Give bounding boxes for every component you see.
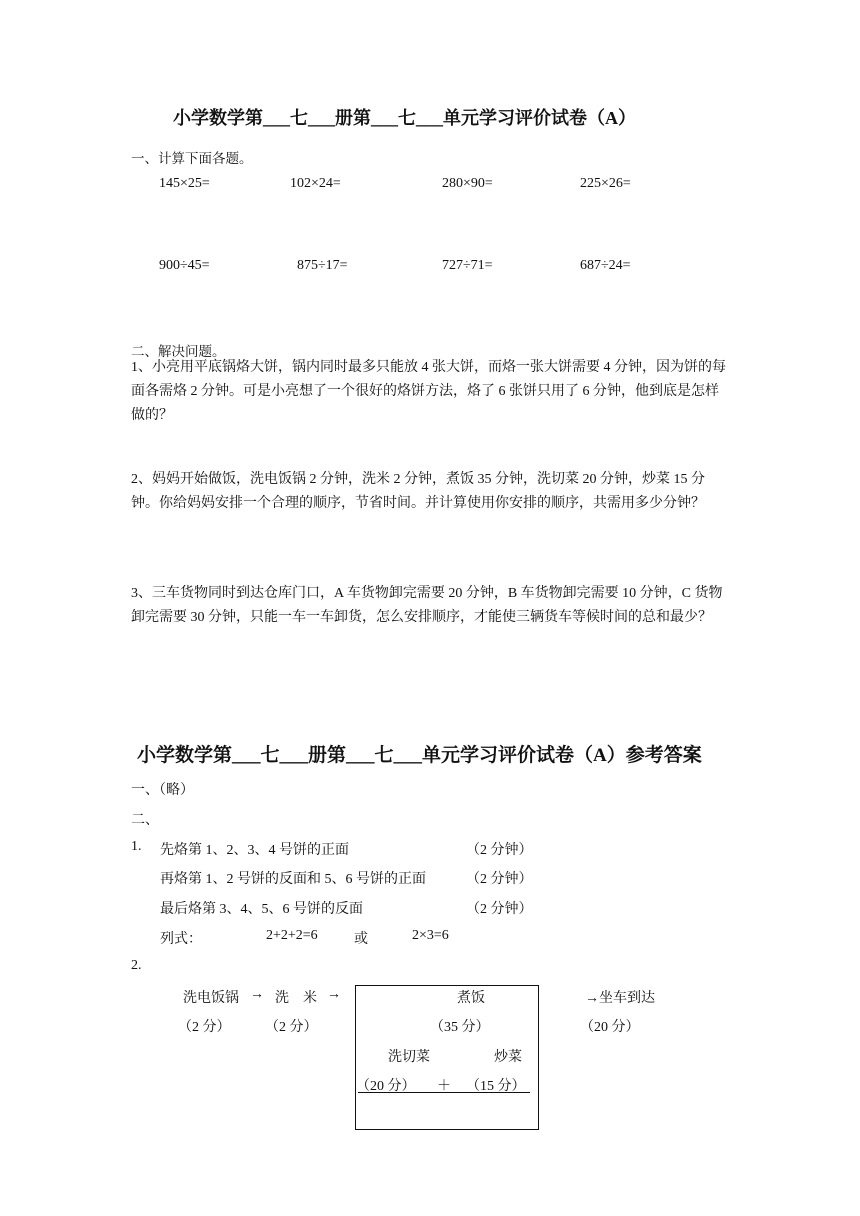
section1-heading: 一、计算下面各题。 <box>131 151 253 166</box>
answer1-step-time: （2 分钟） <box>466 902 533 917</box>
box-cook-rice-time: （35 分） <box>430 1020 490 1035</box>
answer2-number: 2. <box>131 958 142 973</box>
answer1-step: 最后烙第 3、4、5、6 号饼的反面 <box>160 902 363 917</box>
question-3: 3、三车货物同时到达仓库门口，A 车货物卸完需要 20 分钟，B 车货物卸完需要 10 分钟，C 货物卸完需要 30 分钟，只能一车一车卸货，怎么安排顺序，才能使三辆货车等候时间的总和最少？ <box>131 586 723 625</box>
calc-item: 687÷24= <box>580 258 631 273</box>
answers-section1: 一、（略） <box>131 783 194 798</box>
flow-time-wash-rice: （2 分） <box>265 1020 318 1035</box>
box-cut-vegetables-time: （20 分） <box>356 1079 416 1094</box>
formula-2: 2×3=6 <box>412 928 449 943</box>
box-underline <box>358 1092 530 1093</box>
box-cut-vegetables: 洗切菜 <box>388 1050 430 1065</box>
flow-final-time: （20 分） <box>580 1020 640 1035</box>
calc-item: 727÷71= <box>442 258 493 273</box>
answer1-step: 再烙第 1、2 号饼的反面和 5、6 号饼的正面 <box>160 872 426 887</box>
calc-item: 280×90= <box>442 176 493 191</box>
box-plus: ＋ <box>437 1079 451 1094</box>
flow-final-step: →坐车到达 <box>585 991 655 1006</box>
calc-item: 225×26= <box>580 176 631 191</box>
calc-item: 875÷17= <box>297 258 348 273</box>
answer1-step: 先烙第 1、2、3、4 号饼的正面 <box>160 843 349 858</box>
calc-item: 102×24= <box>290 176 341 191</box>
flow-step-wash-rice: 洗 米 <box>275 991 317 1006</box>
formula-or: 或 <box>354 932 368 947</box>
arrow-right-icon: → <box>327 987 341 1002</box>
answers-title: 小学数学第___七___册第___七___单元学习评价试卷（A）参考答案 <box>137 745 702 766</box>
box-stir-fry: 炒菜 <box>494 1050 522 1065</box>
question-1: 1、小亮用平底锅烙大饼，锅内同时最多只能放 4 张大饼，而烙一张大饼需要 4 分钟，因为饼的每面各需烙 2 分钟。可是小亮想了一个很好的烙饼方法，烙了 6 张饼只用了 6 分钟，他到底是怎样做的？ <box>131 360 726 423</box>
formula-1: 2+2+2=6 <box>266 928 318 943</box>
box-cook-rice: 煮饭 <box>457 991 485 1006</box>
section2-heading: 二、解决问题。 <box>131 344 226 359</box>
answers-section2: 二、 <box>131 813 159 828</box>
box-stir-fry-time: （15 分） <box>466 1079 526 1094</box>
answer1-number: 1. <box>131 839 142 854</box>
flow-step-wash-pot: 洗电饭锅 <box>183 991 239 1006</box>
formula-label: 列式： <box>160 932 202 947</box>
question-2: 2、妈妈开始做饭，洗电饭锅 2 分钟，洗米 2 分钟，煮饭 35 分钟，洗切菜 20 分钟，炒菜 15 分钟。你给妈妈安排一个合理的顺序，节省时间。并计算使用你安排的顺序，共需用多少分钟？ <box>131 472 705 511</box>
calc-item: 145×25= <box>159 176 210 191</box>
arrow-right-icon: → <box>250 987 264 1002</box>
calc-item: 900÷45= <box>159 258 210 273</box>
exam-title: 小学数学第___七___册第___七___单元学习评价试卷（A） <box>173 108 636 128</box>
answer1-step-time: （2 分钟） <box>466 843 533 858</box>
flow-time-wash-pot: （2 分） <box>178 1020 231 1035</box>
answer1-step-time: （2 分钟） <box>466 872 533 887</box>
